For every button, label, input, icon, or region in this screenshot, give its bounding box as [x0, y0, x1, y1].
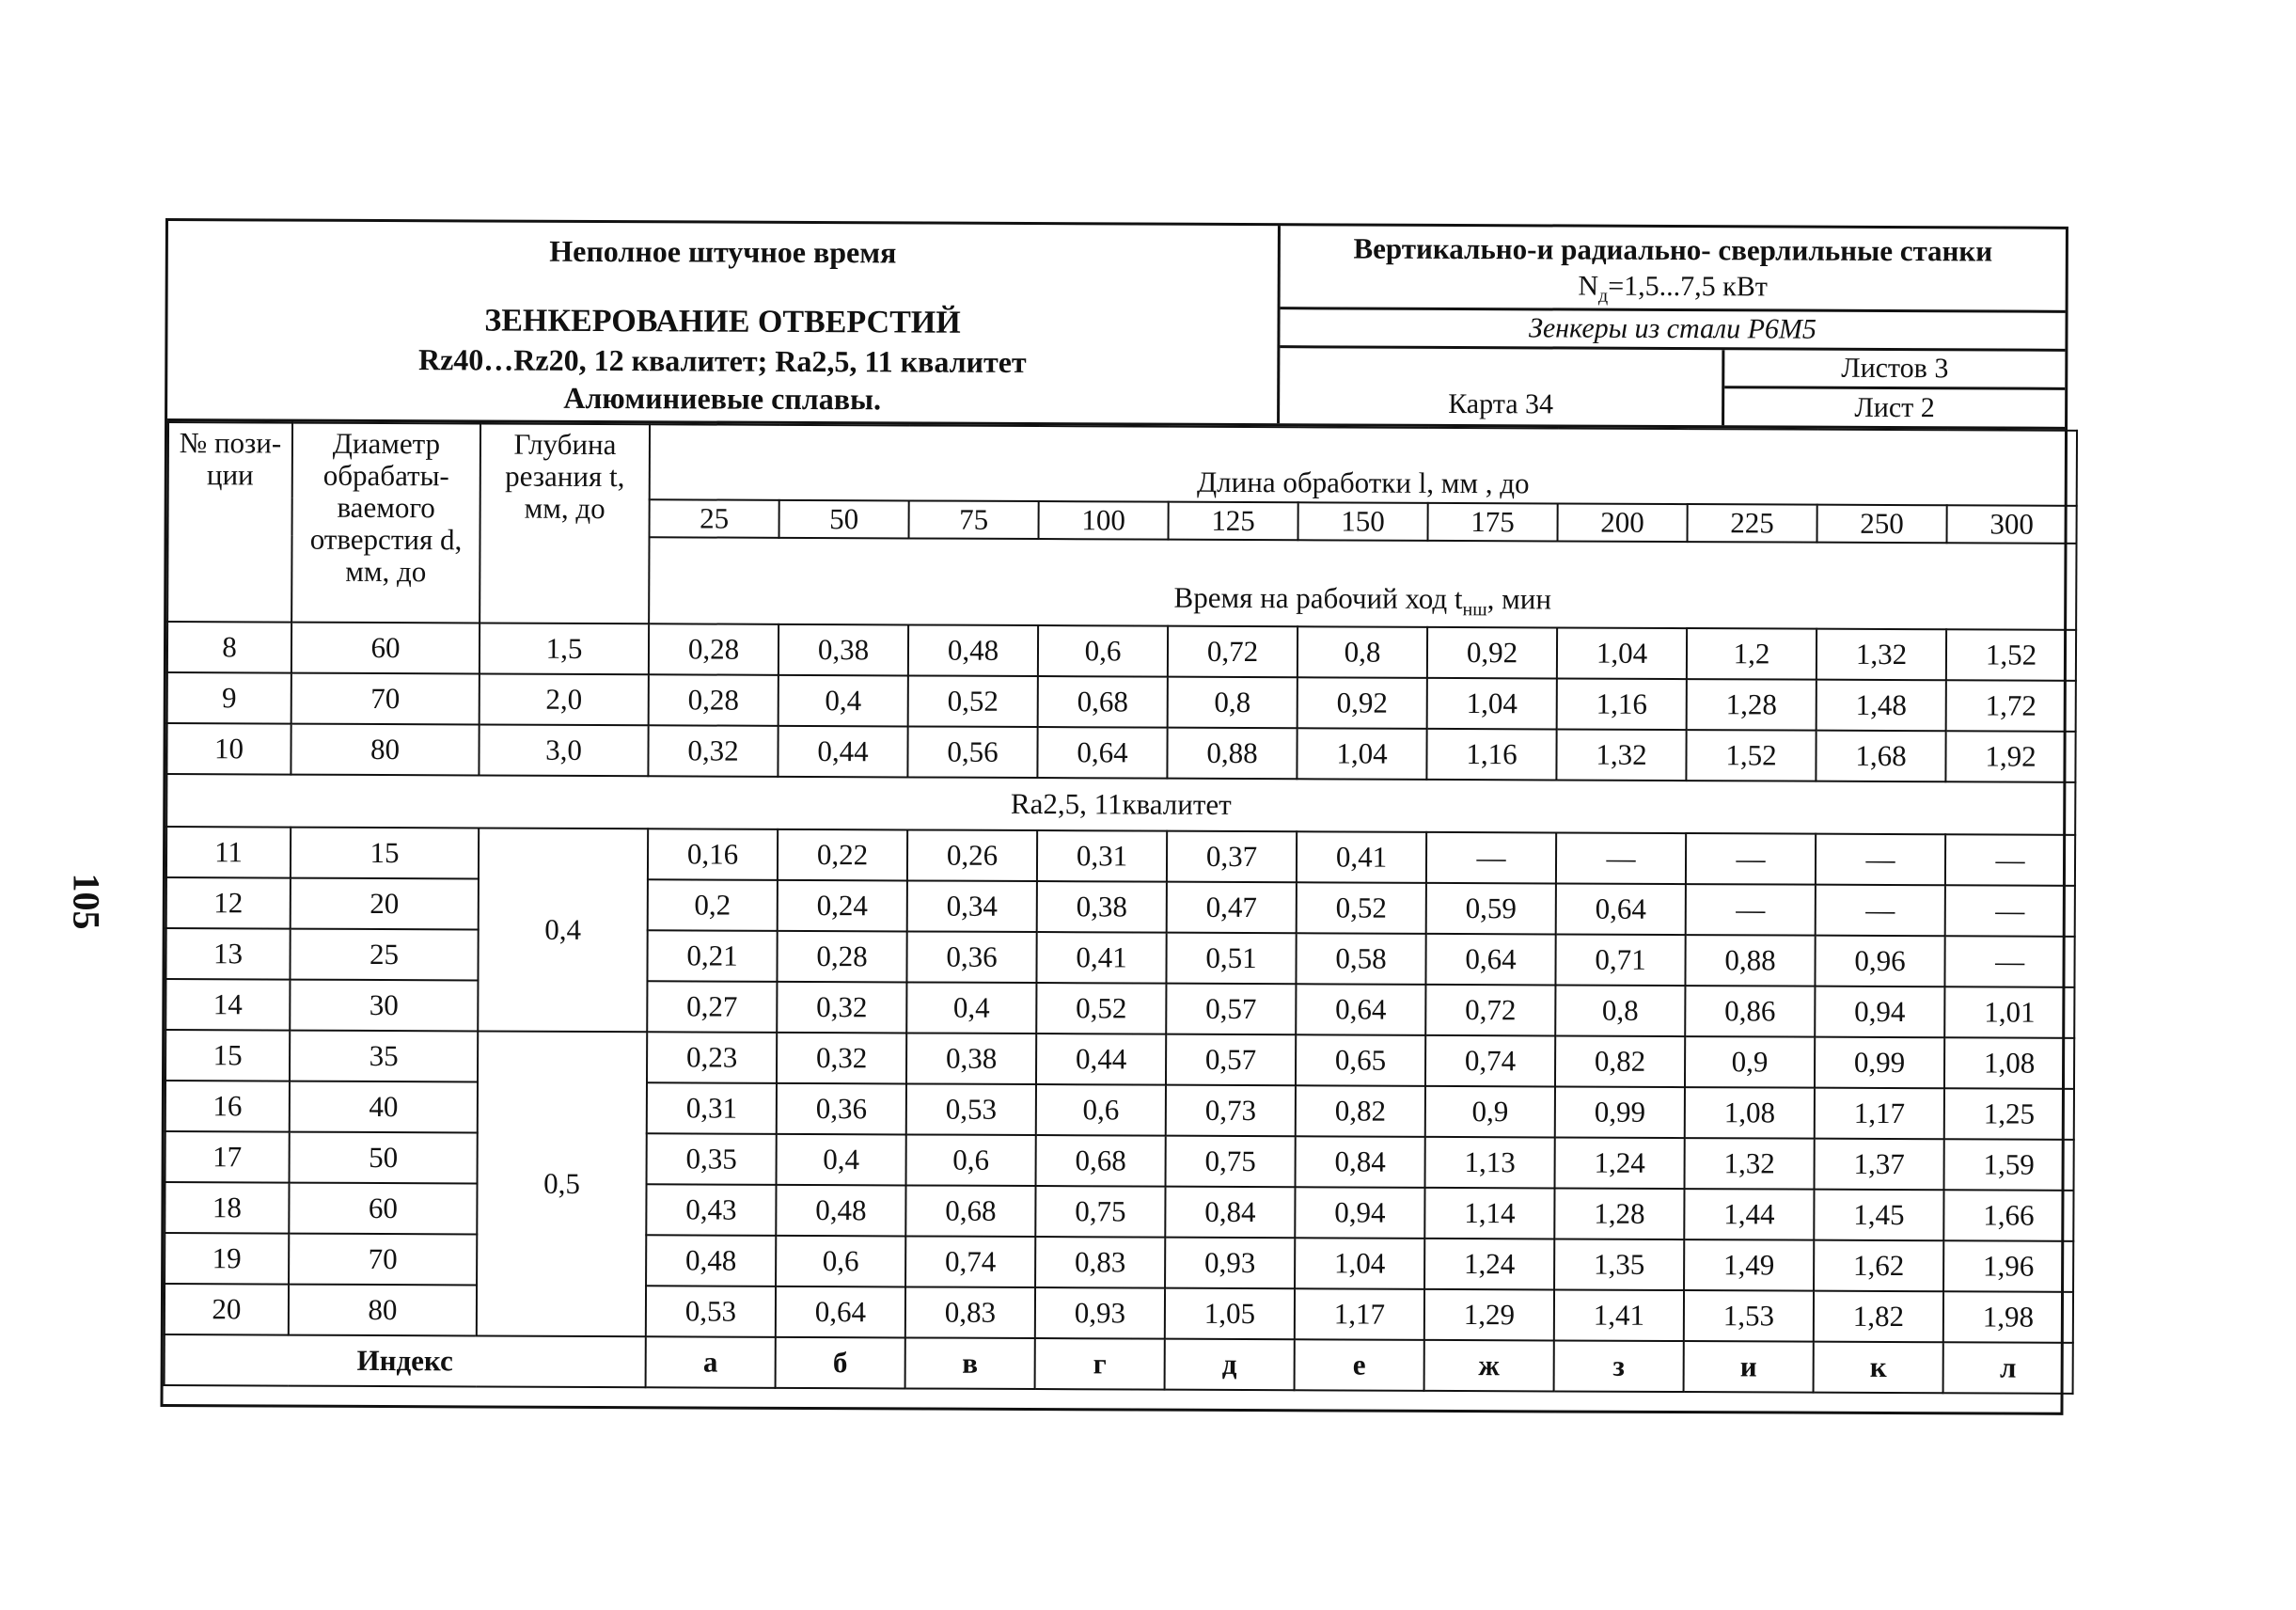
position-cell: 15 — [165, 1030, 290, 1081]
index-letter: а — [646, 1336, 776, 1388]
time-cell: 0,38 — [906, 1033, 1036, 1084]
table-row — [165, 1030, 2074, 1089]
time-cell: 0,64 — [1296, 984, 1425, 1035]
table-row — [167, 622, 2076, 681]
time-cell: 0,26 — [907, 829, 1037, 881]
time-cell: 1,16 — [1557, 678, 1687, 730]
time-cell: 1,24 — [1555, 1137, 1685, 1189]
time-cell: 1,32 — [1685, 1138, 1815, 1190]
position-cell: 16 — [165, 1081, 290, 1132]
time-cell: — — [1945, 885, 2075, 937]
time-cell: — — [1816, 885, 1945, 937]
table-row — [165, 1081, 2074, 1140]
index-letter: к — [1814, 1342, 1943, 1394]
time-cell: 0,41 — [1297, 831, 1426, 883]
time-cell: 1,44 — [1684, 1189, 1814, 1240]
time-cell: 1,13 — [1425, 1137, 1555, 1189]
time-cell: — — [1816, 834, 1945, 886]
index-letter: з — [1554, 1340, 1684, 1392]
time-cell: 0,38 — [778, 624, 908, 676]
time-cell: 0,56 — [907, 726, 1037, 778]
time-cell: 0,48 — [776, 1185, 905, 1237]
time-cell: 0,6 — [776, 1236, 905, 1287]
time-cell: 0,93 — [1035, 1287, 1165, 1339]
time-cell: 1,04 — [1557, 627, 1687, 679]
length-value: 175 — [1428, 503, 1558, 542]
time-cell: 0,88 — [1685, 935, 1815, 987]
time-cell: 0,52 — [1036, 983, 1166, 1034]
time-cell: 0,94 — [1295, 1187, 1424, 1239]
time-cell: 1,32 — [1816, 629, 1946, 681]
machine-type: Вертикально-и радиально- сверлильные станки — [1353, 231, 1993, 268]
time-cell: 0,6 — [1036, 1084, 1166, 1136]
diameter-cell: 70 — [291, 673, 480, 725]
time-cell: 1,62 — [1814, 1240, 1943, 1292]
depth-cell: 1,5 — [480, 623, 649, 674]
time-cell: 0,41 — [1036, 932, 1166, 984]
header-position: № пози-ции — [167, 422, 292, 623]
time-cell: 1,68 — [1816, 731, 1945, 782]
time-cell: 0,32 — [777, 1033, 906, 1084]
index-letter: г — [1035, 1338, 1165, 1390]
time-cell: 0,28 — [777, 931, 906, 983]
time-cell: 0,32 — [648, 725, 778, 777]
time-cell: 1,52 — [1946, 629, 2076, 681]
depth-cell: 3,0 — [479, 724, 648, 776]
time-cell: 0,4 — [777, 1134, 906, 1186]
time-cell: 0,51 — [1166, 933, 1296, 985]
section-label: Ra2,5, 11квалитет — [166, 774, 2075, 835]
time-cell: 0,2 — [648, 879, 778, 931]
card-number: Карта 34 — [1448, 387, 1554, 420]
time-cell: 0,23 — [647, 1032, 777, 1083]
time-cell: 1,17 — [1295, 1288, 1424, 1340]
table-row — [165, 1233, 2073, 1292]
header-time — [649, 537, 2076, 630]
time-cell: 0,68 — [1036, 1135, 1166, 1187]
time-cell: 0,53 — [906, 1083, 1036, 1135]
length-value: 150 — [1298, 502, 1428, 541]
index-row — [165, 1334, 2073, 1394]
time-cell: 0,34 — [907, 880, 1037, 932]
time-cell: 0,64 — [776, 1286, 905, 1338]
time-cell: 1,37 — [1815, 1139, 1944, 1191]
time-cell: 0,75 — [1035, 1186, 1165, 1238]
time-cell: 1,17 — [1815, 1088, 1944, 1140]
time-cell: 1,53 — [1684, 1290, 1814, 1342]
time-cell: 0,27 — [647, 981, 777, 1033]
diameter-cell: 80 — [291, 724, 479, 776]
time-cell: 0,52 — [908, 675, 1038, 727]
card-number-cell — [1280, 348, 1724, 425]
length-value: 50 — [779, 500, 909, 539]
position-cell: 11 — [166, 827, 291, 878]
time-cell: 0,72 — [1168, 626, 1297, 678]
time-cell: 1,98 — [1943, 1291, 2073, 1343]
time-cell: 0,22 — [778, 829, 907, 881]
diameter-cell: 25 — [290, 929, 478, 981]
time-cell: 1,04 — [1297, 728, 1426, 780]
index-letter: е — [1295, 1339, 1424, 1391]
time-cell: 0,8 — [1168, 677, 1297, 729]
time-title-sub: нш — [1462, 599, 1487, 621]
title-material: Алюминиевые сплавы. — [563, 380, 882, 417]
position-cell: 8 — [167, 622, 291, 673]
time-cell: 0,74 — [1425, 1035, 1555, 1087]
time-cell: 0,44 — [778, 726, 907, 778]
time-cell: 0,35 — [647, 1133, 777, 1185]
time-table — [164, 421, 2079, 1395]
time-cell: 0,38 — [1037, 881, 1167, 933]
time-cell: 0,16 — [648, 829, 778, 880]
time-cell: 0,58 — [1296, 933, 1425, 985]
time-cell: 1,72 — [1946, 680, 2076, 732]
time-title-unit: , мин — [1486, 581, 1552, 616]
time-cell: 0,92 — [1427, 627, 1557, 679]
header-diameter: Диаметр обрабаты-ваемого отверстия d, мм, до — [291, 423, 480, 623]
time-cell: 1,08 — [1685, 1087, 1815, 1139]
time-cell: 0,6 — [906, 1134, 1036, 1186]
tool-cell: Зенкеры из стали Р6М5 — [1280, 309, 2065, 352]
section-row — [166, 774, 2075, 835]
time-cell: 1,14 — [1424, 1188, 1554, 1239]
time-cell: 1,52 — [1686, 730, 1816, 781]
position-cell: 9 — [167, 672, 291, 724]
time-cell: 1,01 — [1944, 987, 2074, 1038]
time-cell: — — [1556, 832, 1686, 884]
time-cell: 1,66 — [1943, 1190, 2073, 1241]
title-line-1: Неполное штучное время — [549, 233, 897, 270]
time-cell: 1,25 — [1944, 1088, 2074, 1140]
index-letter: л — [1943, 1342, 2073, 1394]
time-cell: 0,82 — [1296, 1085, 1425, 1137]
depth-cell: 2,0 — [480, 673, 649, 725]
time-cell: 0,47 — [1167, 882, 1297, 934]
power-value: =1,5...7,5 кВт — [1608, 270, 1769, 303]
time-cell: 0,99 — [1815, 1037, 1944, 1089]
table-row — [165, 1131, 2074, 1191]
title-operation: ЗЕНКЕРОВАНИЕ ОТВЕРСТИЙ — [484, 303, 961, 340]
index-letter: д — [1165, 1339, 1295, 1391]
diameter-cell: 40 — [290, 1081, 478, 1133]
time-cell: 1,08 — [1944, 1037, 2074, 1089]
position-cell: 19 — [165, 1233, 289, 1285]
page-number: 105 — [65, 873, 108, 930]
time-cell: 1,28 — [1554, 1188, 1684, 1239]
table-row — [166, 827, 2075, 886]
header-depth: Глубина резания t, мм, до — [480, 423, 650, 623]
index-letter: и — [1684, 1341, 1814, 1393]
time-cell: 0,94 — [1815, 987, 1944, 1038]
time-cell: — — [1944, 936, 2074, 987]
time-cell: 0,48 — [646, 1235, 776, 1286]
time-cell: 0,74 — [905, 1236, 1035, 1287]
time-cell: 0,31 — [1037, 830, 1167, 882]
table-row — [165, 928, 2074, 987]
time-cell: 0,84 — [1165, 1187, 1295, 1239]
time-cell: 0,52 — [1297, 882, 1426, 934]
time-cell: 1,24 — [1424, 1239, 1554, 1290]
time-cell: 1,16 — [1426, 729, 1556, 781]
index-label: Индекс — [165, 1334, 646, 1387]
time-cell: 0,36 — [906, 931, 1036, 983]
length-value: 300 — [1947, 505, 2077, 544]
time-cell: 0,68 — [1038, 676, 1168, 728]
time-cell: 0,9 — [1425, 1086, 1555, 1138]
header-length: Длина обработки l, мм , до — [650, 424, 2077, 506]
time-cell: — — [1945, 834, 2075, 886]
time-cell: 0,53 — [646, 1286, 776, 1337]
table-row — [165, 1284, 2073, 1343]
table-row — [165, 979, 2074, 1038]
time-cell: 0,99 — [1555, 1086, 1685, 1138]
position-cell: 14 — [165, 979, 290, 1031]
time-cell: 0,57 — [1166, 1034, 1296, 1086]
time-cell: 0,43 — [646, 1184, 776, 1236]
norm-card — [160, 218, 2068, 1415]
time-cell: 0,82 — [1555, 1035, 1685, 1087]
time-cell: — — [1426, 832, 1556, 884]
time-cell: 0,92 — [1297, 677, 1427, 729]
time-cell: 0,65 — [1296, 1034, 1425, 1086]
time-cell: 0,32 — [777, 982, 906, 1034]
index-letter: б — [776, 1337, 905, 1389]
time-cell: 1,49 — [1684, 1239, 1814, 1291]
time-cell: 0,4 — [906, 982, 1036, 1034]
time-cell: 0,64 — [1037, 727, 1167, 779]
length-value: 25 — [650, 499, 779, 538]
time-cell: 1,35 — [1554, 1239, 1684, 1290]
diameter-cell: 60 — [291, 623, 480, 674]
title-accuracy: Rz40…Rz20, 12 квалитет; Ra2,5, 11 квалитет — [417, 342, 1027, 379]
time-cell: 1,48 — [1816, 680, 1946, 732]
table-row — [165, 1182, 2073, 1241]
time-cell: 0,59 — [1426, 883, 1556, 935]
time-cell: 0,28 — [649, 623, 778, 675]
time-cell: 1,04 — [1427, 678, 1557, 730]
position-cell: 17 — [165, 1131, 290, 1183]
time-cell: 1,28 — [1687, 679, 1816, 731]
time-cell: — — [1686, 884, 1816, 936]
time-cell: 0,84 — [1296, 1136, 1425, 1188]
position-cell: 13 — [165, 928, 290, 980]
time-cell: 0,8 — [1297, 626, 1427, 678]
position-cell: 18 — [165, 1182, 289, 1234]
length-value: 100 — [1039, 501, 1169, 540]
position-cell: 10 — [166, 723, 291, 775]
time-cell: 0,9 — [1685, 1036, 1815, 1088]
index-letter: в — [905, 1337, 1035, 1389]
time-cell: 0,24 — [778, 880, 907, 932]
time-cell: 0,4 — [778, 675, 908, 727]
time-cell: 1,96 — [1943, 1240, 2073, 1292]
depth-cell: 0,4 — [478, 828, 648, 1032]
time-cell: 1,82 — [1814, 1291, 1943, 1343]
diameter-cell: 70 — [289, 1234, 477, 1286]
time-cell: 0,93 — [1165, 1238, 1295, 1289]
diameter-cell: 15 — [291, 828, 479, 879]
time-cell: 1,59 — [1944, 1139, 2074, 1191]
time-cell: 0,64 — [1425, 934, 1555, 986]
time-title-main: Время на рабочий ход t — [1173, 580, 1463, 615]
time-cell: 1,29 — [1424, 1289, 1554, 1341]
time-cell: 0,6 — [1038, 625, 1168, 677]
position-cell: 12 — [166, 877, 291, 929]
card-header — [167, 221, 2066, 430]
time-cell: 0,71 — [1555, 934, 1685, 986]
power-subscript: д — [1598, 285, 1609, 307]
time-cell: 0,44 — [1036, 1034, 1166, 1085]
time-cell: 1,05 — [1165, 1288, 1295, 1340]
time-cell: 0,48 — [908, 624, 1038, 676]
time-cell: 1,41 — [1554, 1289, 1684, 1341]
time-cell: 0,83 — [905, 1286, 1035, 1338]
diameter-cell: 35 — [290, 1031, 478, 1082]
table-row — [166, 723, 2075, 782]
time-cell: 0,21 — [647, 930, 777, 982]
length-value: 125 — [1169, 502, 1298, 541]
index-letter: ж — [1424, 1340, 1554, 1392]
time-cell: 0,72 — [1425, 985, 1555, 1036]
time-cell: 1,32 — [1556, 729, 1686, 781]
time-cell: 0,31 — [647, 1082, 777, 1134]
length-value: 75 — [909, 500, 1039, 539]
time-cell: 0,57 — [1166, 984, 1296, 1035]
time-cell: 0,37 — [1167, 831, 1297, 883]
info-block — [1280, 226, 2066, 427]
time-cell: 1,45 — [1814, 1190, 1943, 1241]
sheets-total: Листов 3 — [1724, 350, 2065, 390]
time-cell: 0,88 — [1167, 728, 1297, 780]
diameter-cell: 80 — [289, 1285, 477, 1336]
time-cell: 0,75 — [1166, 1136, 1296, 1188]
length-value: 200 — [1558, 503, 1688, 542]
time-cell: 0,8 — [1555, 985, 1685, 1036]
sheet-number: Лист 2 — [1854, 391, 1935, 424]
diameter-cell: 60 — [289, 1183, 477, 1235]
table-row — [166, 877, 2075, 937]
position-cell: 20 — [165, 1284, 289, 1335]
title-block — [167, 221, 1281, 423]
machine-cell — [1281, 226, 2066, 313]
diameter-cell: 20 — [291, 878, 479, 930]
power-symbol: N — [1578, 270, 1599, 302]
time-cell: 0,36 — [777, 1083, 906, 1135]
time-cell: 1,92 — [1945, 731, 2075, 782]
length-value: 225 — [1688, 504, 1817, 543]
table-row — [167, 672, 2076, 732]
diameter-cell: 30 — [290, 980, 478, 1032]
length-value: 250 — [1817, 505, 1947, 544]
time-cell: 0,86 — [1685, 986, 1815, 1037]
time-cell: 0,73 — [1166, 1085, 1296, 1137]
time-cell: 1,04 — [1295, 1238, 1424, 1289]
time-cell: 1,2 — [1687, 628, 1816, 680]
time-cell: 0,83 — [1035, 1237, 1165, 1288]
time-cell: 0,68 — [905, 1185, 1035, 1237]
time-cell: 0,64 — [1556, 883, 1686, 935]
machine-power — [1281, 269, 2066, 309]
time-cell: — — [1686, 833, 1816, 885]
depth-cell: 0,5 — [477, 1031, 647, 1336]
time-cell: 0,96 — [1815, 936, 1944, 987]
time-cell: 0,28 — [649, 674, 778, 726]
diameter-cell: 50 — [290, 1132, 478, 1184]
